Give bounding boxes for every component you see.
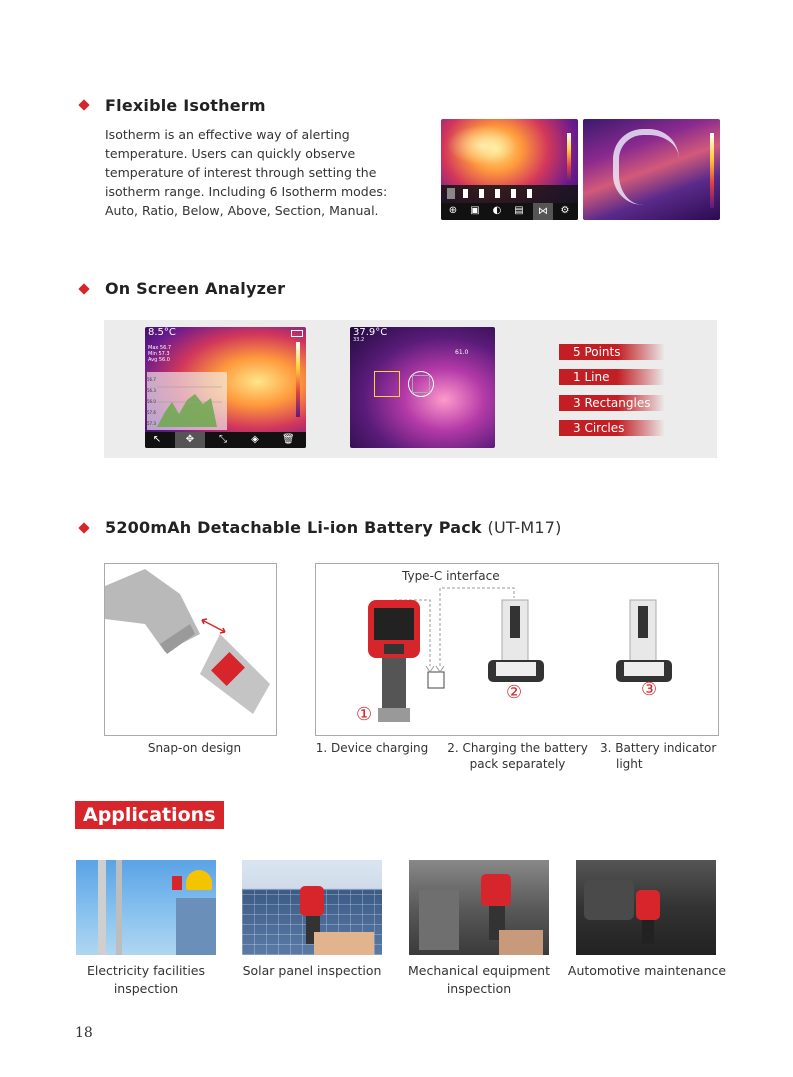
electricity-photo	[76, 860, 216, 955]
analyzer-title: On Screen Analyzer	[105, 279, 286, 298]
type-c-label: Type-C interface	[402, 569, 500, 583]
battery-title	[105, 518, 562, 537]
battery-status-icon	[291, 330, 303, 337]
label-3-rectangles: 3 Rectangles	[559, 395, 665, 411]
isotherm-line-3: temperature of interest through setting the	[105, 165, 377, 180]
app-caption-automotive: Automotive maintenance	[567, 963, 727, 978]
charging-caption-2: 2. Charging the battery pack separately	[447, 741, 588, 771]
isotherm-line-5: Auto, Ratio, Below, Above, Section, Manual.	[105, 203, 379, 218]
isotherm-line-1: Isotherm is an effective way of alerting	[105, 127, 350, 142]
rectangle-marker	[374, 371, 400, 397]
frame-icon: ▣	[470, 205, 480, 216]
visibility-icon: ◈	[251, 434, 259, 445]
image-mode-icon: ▤	[514, 205, 524, 216]
charging-caption-1: 1. Device charging	[315, 741, 429, 755]
isotherm-description	[105, 125, 405, 220]
isotherm-thermal-image	[441, 119, 578, 220]
page-number: 18	[75, 1025, 93, 1041]
camera-toolbar	[441, 203, 578, 220]
trash-icon: 🗑	[282, 434, 295, 445]
snap-on-diagram	[104, 563, 277, 736]
isotherm-line-2: temperature. Users can quickly observe	[105, 146, 356, 161]
app-caption-electricity: Electricity facilities inspection	[87, 963, 205, 996]
isotherm-result-image	[583, 119, 720, 220]
crosshair-icon: ⊕	[448, 205, 458, 216]
applications-badge: Applications	[75, 801, 224, 829]
section-bullet-icon	[78, 99, 89, 110]
label-5-points: 5 Points	[559, 344, 665, 360]
arrow-icon: ↖	[152, 434, 162, 445]
label-3-circles: 3 Circles	[559, 420, 665, 436]
analyzer-screen-line	[145, 327, 306, 448]
app-caption-mechanical: Mechanical equipment inspection	[408, 963, 550, 996]
isotherm-line-4: isotherm range. Including 6 Isotherm modes:	[105, 184, 388, 199]
analyzer-toolbar	[145, 432, 306, 448]
temperature-graph: 56.7 56.3 56.0 57.6 57.3	[147, 372, 227, 430]
gear-icon: ⚙	[560, 205, 570, 216]
automotive-photo	[576, 860, 716, 955]
temp-readout: 8.5°C	[148, 327, 176, 338]
marker-2: ②	[506, 682, 523, 703]
point-value: 61.0	[455, 349, 469, 356]
palette-icon: ◐	[492, 205, 502, 216]
marker-1: ①	[356, 704, 373, 725]
battery-model: (UT-M17)	[487, 518, 562, 537]
app-caption-solar: Solar panel inspection	[242, 963, 382, 978]
analyzer-screen-shapes	[350, 327, 495, 448]
isotherm-mode-menu	[441, 185, 578, 203]
resize-icon: ⤡	[219, 434, 227, 445]
move-icon: ✥	[175, 432, 205, 448]
mechanical-photo	[409, 860, 549, 955]
snap-on-caption: Snap-on design	[147, 741, 242, 755]
temp-readout: 37.9°C	[353, 327, 388, 338]
label-1-line: 1 Line	[559, 369, 665, 385]
line-stats: Max 56.7 Min 57.3 Avg 56.0	[148, 345, 172, 363]
charging-caption-3: 3. Battery indicator light	[600, 741, 717, 771]
section-bullet-icon	[78, 522, 89, 533]
isotherm-icon: ⋈	[533, 203, 553, 220]
temp-readout-small: 33.2	[353, 337, 365, 343]
solar-panel-photo	[242, 860, 382, 955]
marker-3: ③	[641, 679, 658, 700]
charging-diagram	[315, 563, 719, 736]
battery-title-main: 5200mAh Detachable Li-ion Battery Pack	[105, 518, 482, 537]
isotherm-title: Flexible Isotherm	[105, 96, 266, 115]
section-bullet-icon	[78, 283, 89, 294]
